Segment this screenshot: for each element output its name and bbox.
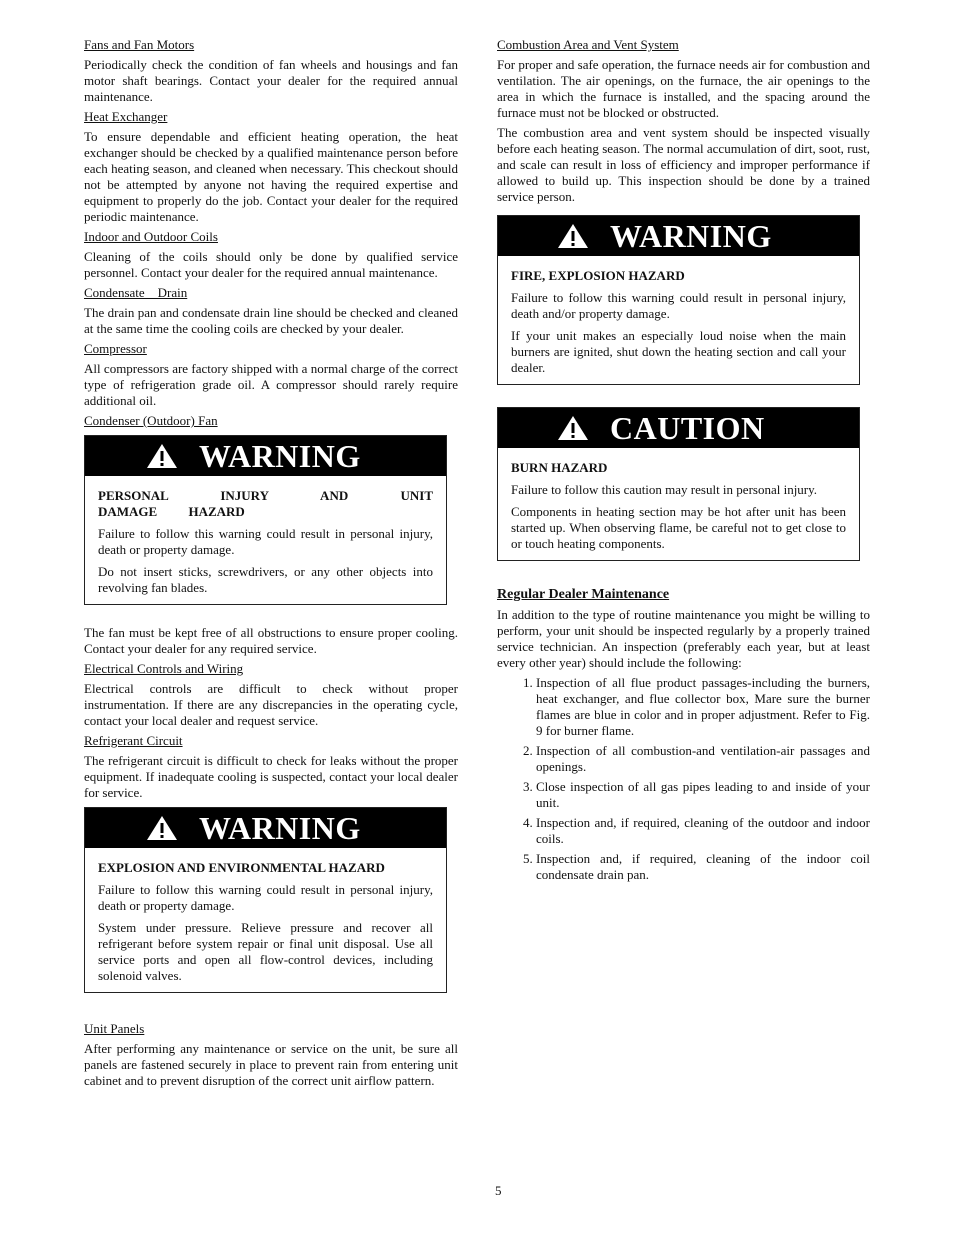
- hazard-title: PERSONAL INJURY AND UNIT DAMAGE HAZARD: [98, 488, 433, 519]
- warning-label: WARNING: [199, 810, 361, 846]
- page-number: 5: [495, 1183, 502, 1198]
- combustion-text: The combustion area and vent system should be inspected visually before each heating season. The normal accumulation of dirt, soot, rust, and scale can result in loss of efficiency and improper performance if allowed to build up. This inspection should be done by a trained service person.: [497, 125, 870, 204]
- warning-text: System under pressure. Relieve pressure and recover all refrigerant before system repair or final unit disposal. Use all service ports and open all flow-control devices, including solenoid valves.: [98, 920, 433, 983]
- heat-exchanger-text: To ensure dependable and efficient heating operation, the heat exchanger should be checked by a qualified maintenance person before each heating season, and cleaned when necessary. This checkout should not be attempted by anyone not having the required expertise and equipment to properly do the job. Contact your dealer for the required periodic maintenance.: [84, 129, 458, 224]
- heat-exchanger-heading: Heat Exchanger: [84, 109, 168, 124]
- caution-label: CAUTION: [610, 410, 765, 446]
- warning-text: Do not insert sticks, screwdrivers, or any other objects into revolving fan blades.: [98, 564, 433, 595]
- compressor-heading: Compressor: [84, 341, 147, 356]
- warning-text: If your unit makes an especially loud noise when the main burners are ignited, shut down the heating section and call your dealer.: [511, 328, 846, 375]
- condensate-heading: Condensate Drain: [84, 285, 188, 300]
- warning-triangle-icon: [556, 414, 590, 442]
- condensate-text: The drain pan and condensate drain line should be checked and cleaned at the same time the cooling coils are checked by your dealer.: [84, 305, 458, 336]
- refrigerant-text: The refrigerant circuit is difficult to check for leaks without the proper equipment. If inadequate cooling is suspected, contact your local dealer for service.: [84, 753, 458, 800]
- unit-panels-heading: Unit Panels: [84, 1021, 145, 1036]
- list-item: 4. Inspection and, if required, cleaning of the outdoor and indoor coils.: [536, 815, 870, 847]
- warning-text: Failure to follow this warning could result in personal injury, death or property damage.: [98, 882, 433, 913]
- maintenance-steps: [497, 675, 870, 883]
- warning-box-refrigerant: [84, 807, 447, 993]
- fans-heading: Fans and Fan Motors: [84, 37, 195, 52]
- warning-label: WARNING: [199, 438, 361, 474]
- electrical-heading: Electrical Controls and Wiring: [84, 661, 244, 676]
- warning-banner: [85, 808, 446, 848]
- list-item: 1. Inspection of all flue product passages-including the burners, heat exchanger, and flue collector box, Mare sure the burner flames are blue in color and in proper adjustment. Refer to Fig. 9 for burner flame.: [536, 675, 870, 739]
- caution-box-burn: [497, 407, 860, 561]
- caution-banner: [498, 408, 859, 448]
- hazard-title: FIRE, EXPLOSION HAZARD: [511, 268, 685, 283]
- fans-text: Periodically check the condition of fan wheels and housings and fan motor shaft bearings. Contact your dealer for the required annual maintenance.: [84, 57, 458, 104]
- list-item: 3. Close inspection of all gas pipes leading to and inside of your unit.: [536, 779, 870, 811]
- warning-box-fan: [84, 435, 447, 605]
- dealer-maintenance-text: In addition to the type of routine maintenance you might be willing to perform, your unit should be inspected regularly by a properly trained service technician. An inspection (preferably each year, but at least every other year) should include the following:: [497, 607, 870, 670]
- right-column: [497, 37, 870, 887]
- list-item: 5. Inspection and, if required, cleaning of the indoor coil condensate drain pan.: [536, 851, 870, 883]
- unit-panels-text: After performing any maintenance or service on the unit, be sure all panels are fastened securely in place to prevent rain from entering unit cabinet and to prevent disruption of the correct unit airflow pattern.: [84, 1041, 458, 1088]
- combustion-text: For proper and safe operation, the furnace needs air for combustion and ventilation. The air openings, on the furnace, the air openings to the area in which the furnace is installed, and the spacing around the furnace must not be blocked or obstructed.: [497, 57, 870, 120]
- refrigerant-heading: Refrigerant Circuit: [84, 733, 183, 748]
- hazard-title: EXPLOSION AND ENVIRONMENTAL HAZARD: [98, 860, 385, 875]
- warning-label: WARNING: [610, 218, 772, 254]
- warning-box-fire: [497, 215, 860, 385]
- warning-text: Failure to follow this warning could result in personal injury, death and/or property damage.: [511, 290, 846, 321]
- warning-banner: [498, 216, 859, 256]
- coils-text: Cleaning of the coils should only be done by qualified service personnel. Contact your dealer for the required annual maintenance.: [84, 249, 458, 280]
- caution-text: Failure to follow this caution may result in personal injury.: [511, 482, 818, 497]
- warning-triangle-icon: [556, 222, 590, 250]
- compressor-text: All compressors are factory shipped with a normal charge of the correct type of refrigeration grade oil. A compressor should rarely require additional oil.: [84, 361, 458, 408]
- hazard-title: BURN HAZARD: [511, 460, 608, 475]
- caution-text: Components in heating section may be hot after unit has been started up. When observing flame, be careful not to get close to or touch heating components.: [511, 504, 846, 551]
- warning-triangle-icon: [145, 814, 179, 842]
- warning-text: Failure to follow this warning could result in personal injury, death or property damage.: [98, 526, 433, 557]
- fan-text: The fan must be kept free of all obstructions to ensure proper cooling. Contact your dealer for any required service.: [84, 625, 458, 656]
- electrical-text: Electrical controls are difficult to check without proper instrumentation. If there are any discrepancies in the operating cycle, contact your local dealer and request service.: [84, 681, 458, 728]
- condenser-heading: Condenser (Outdoor) Fan: [84, 413, 218, 428]
- coils-heading: Indoor and Outdoor Coils: [84, 229, 218, 244]
- left-column: [84, 37, 458, 1093]
- combustion-heading: Combustion Area and Vent System: [497, 37, 679, 52]
- list-item: 2. Inspection of all combustion-and ventilation-air passages and openings.: [536, 743, 870, 775]
- warning-triangle-icon: [145, 442, 179, 470]
- dealer-maintenance-heading: Regular Dealer Maintenance: [497, 587, 670, 602]
- warning-banner: [85, 436, 446, 476]
